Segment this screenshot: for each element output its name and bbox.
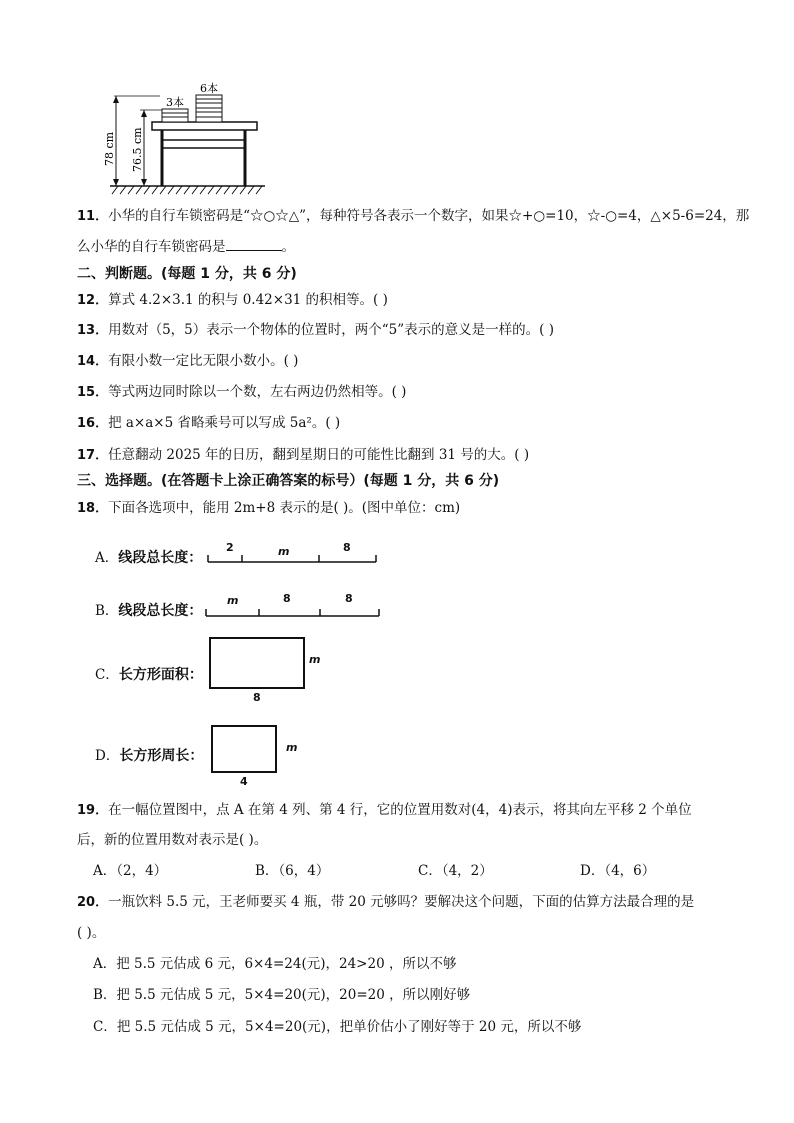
option-d[interactable] xyxy=(95,744,203,765)
section-2-title: 二、判断题。(每题 1 分，共 6 分) xyxy=(77,266,297,282)
table-figure xyxy=(100,76,270,196)
question-number: 20． xyxy=(77,895,109,910)
option-19-b[interactable]: B．（6，4） xyxy=(255,863,330,879)
option-19-c[interactable]: C．（4，2） xyxy=(418,863,493,879)
segment-label: 8 xyxy=(343,541,351,554)
height-765-label: 76.5 cm xyxy=(131,127,144,172)
question-number: 19． xyxy=(77,803,109,818)
question-19-line1 xyxy=(77,800,692,821)
question-12 xyxy=(77,290,388,311)
option-c[interactable] xyxy=(95,663,203,684)
option-b[interactable] xyxy=(95,599,202,620)
option-label: 线段总长度： xyxy=(118,603,203,619)
question-text: ( )。 xyxy=(77,925,106,941)
question-20-line2 xyxy=(77,923,105,943)
question-16 xyxy=(77,413,340,434)
question-text: 有限小数一定比无限小数小。( ) xyxy=(108,353,299,369)
question-text: 。 xyxy=(281,239,295,255)
option-19-d[interactable]: D．（4，6） xyxy=(580,863,656,879)
question-text: 任意翻动 2025 年的日历，翻到星期日的可能性比翻到 31 号的大。( ) xyxy=(108,447,530,463)
question-text: 小华的自行车锁密码是“☆○☆△”，每种符号各表示一个数字，如果☆+○=10，☆-○=4，△×5-6=24，那 xyxy=(108,208,750,224)
question-number: 15． xyxy=(77,385,109,400)
rectangle-side-label: m xyxy=(309,653,321,666)
option-19-a[interactable]: A．（2，4） xyxy=(93,863,168,879)
question-text: 么小华的自行车锁密码是 xyxy=(77,239,226,255)
option-letter: B． xyxy=(95,603,119,619)
question-number: 17． xyxy=(77,448,109,463)
question-text: 后，新的位置用数对表示是( )。 xyxy=(77,832,268,848)
rectangle-side-label: m xyxy=(286,741,298,754)
height-78-label: 78 cm xyxy=(103,131,116,166)
question-text: 在一幅位置图中，点 A 在第 4 列、第 4 行，它的位置用数对(4，4)表示，将其向左平移 2 个单位 xyxy=(108,802,692,818)
option-label: 长方形周长： xyxy=(119,748,204,764)
question-text: 一瓶饮料 5.5 元，王老师要买 4 瓶，带 20 元够吗？要解决这个问题，下面的估算方法最合理的是 xyxy=(108,894,695,910)
question-15 xyxy=(77,382,406,403)
segment-label: m xyxy=(278,545,290,558)
question-number: 18． xyxy=(77,501,109,516)
rectangle-d xyxy=(211,725,277,773)
rectangle-bottom-label: 4 xyxy=(240,775,248,788)
segment-label: 8 xyxy=(283,592,291,605)
section-3-title: 三、选择题。(在答题卡上涂正确答案的标号）(每题 1 分，共 6 分) xyxy=(77,473,500,489)
question-number: 12． xyxy=(77,293,109,308)
option-letter: C． xyxy=(95,667,119,683)
segment-label: 8 xyxy=(345,592,353,605)
question-20-line1 xyxy=(77,892,694,913)
label-3-books: 3本 xyxy=(166,96,184,109)
rectangle-bottom-label: 8 xyxy=(253,691,261,704)
question-text: 把 a×a×5 省略乘号可以写成 5a²。( ) xyxy=(108,415,341,431)
option-label: 长方形面积： xyxy=(118,667,203,683)
question-17 xyxy=(77,445,529,466)
rectangle-c xyxy=(209,637,305,689)
option-20-b[interactable]: B．把 5.5 元估成 5 元，5×4=20(元)，20=20 ，所以刚好够 xyxy=(93,987,471,1003)
option-20-c[interactable]: C．把 5.5 元估成 5 元，5×4=20(元)，把单价估小了刚好等于 20 元，所以不够 xyxy=(93,1019,582,1035)
question-text: 下面各选项中，能用 2m+8 表示的是( )。(图中单位：cm) xyxy=(108,500,461,516)
question-number: 11． xyxy=(77,209,109,224)
question-number: 13． xyxy=(77,323,109,338)
option-a[interactable] xyxy=(95,546,202,567)
segment-label: m xyxy=(227,594,239,607)
question-11-line1 xyxy=(77,206,749,227)
question-14 xyxy=(77,351,298,372)
option-letter: A． xyxy=(95,550,119,566)
question-text: 用数对（5，5）表示一个物体的位置时，两个“5”表示的意义是一样的。( ) xyxy=(108,322,554,338)
option-label: 线段总长度： xyxy=(118,550,203,566)
label-6-books: 6本 xyxy=(200,82,218,95)
question-19-line2 xyxy=(77,830,267,850)
question-18 xyxy=(77,498,460,519)
question-13 xyxy=(77,320,554,341)
answer-blank[interactable] xyxy=(226,236,282,251)
question-number: 14． xyxy=(77,354,109,369)
segment-label: 2 xyxy=(226,541,234,554)
question-number: 16． xyxy=(77,416,109,431)
question-11-line2 xyxy=(77,236,295,257)
option-letter: D． xyxy=(95,748,120,764)
question-text: 算式 4.2×3.1 的积与 0.42×31 的积相等。( ) xyxy=(108,292,388,308)
option-20-a[interactable]: A．把 5.5 元估成 6 元，6×4=24(元)，24>20 ，所以不够 xyxy=(93,956,457,972)
question-text: 等式两边同时除以一个数，左右两边仍然相等。( ) xyxy=(108,384,407,400)
